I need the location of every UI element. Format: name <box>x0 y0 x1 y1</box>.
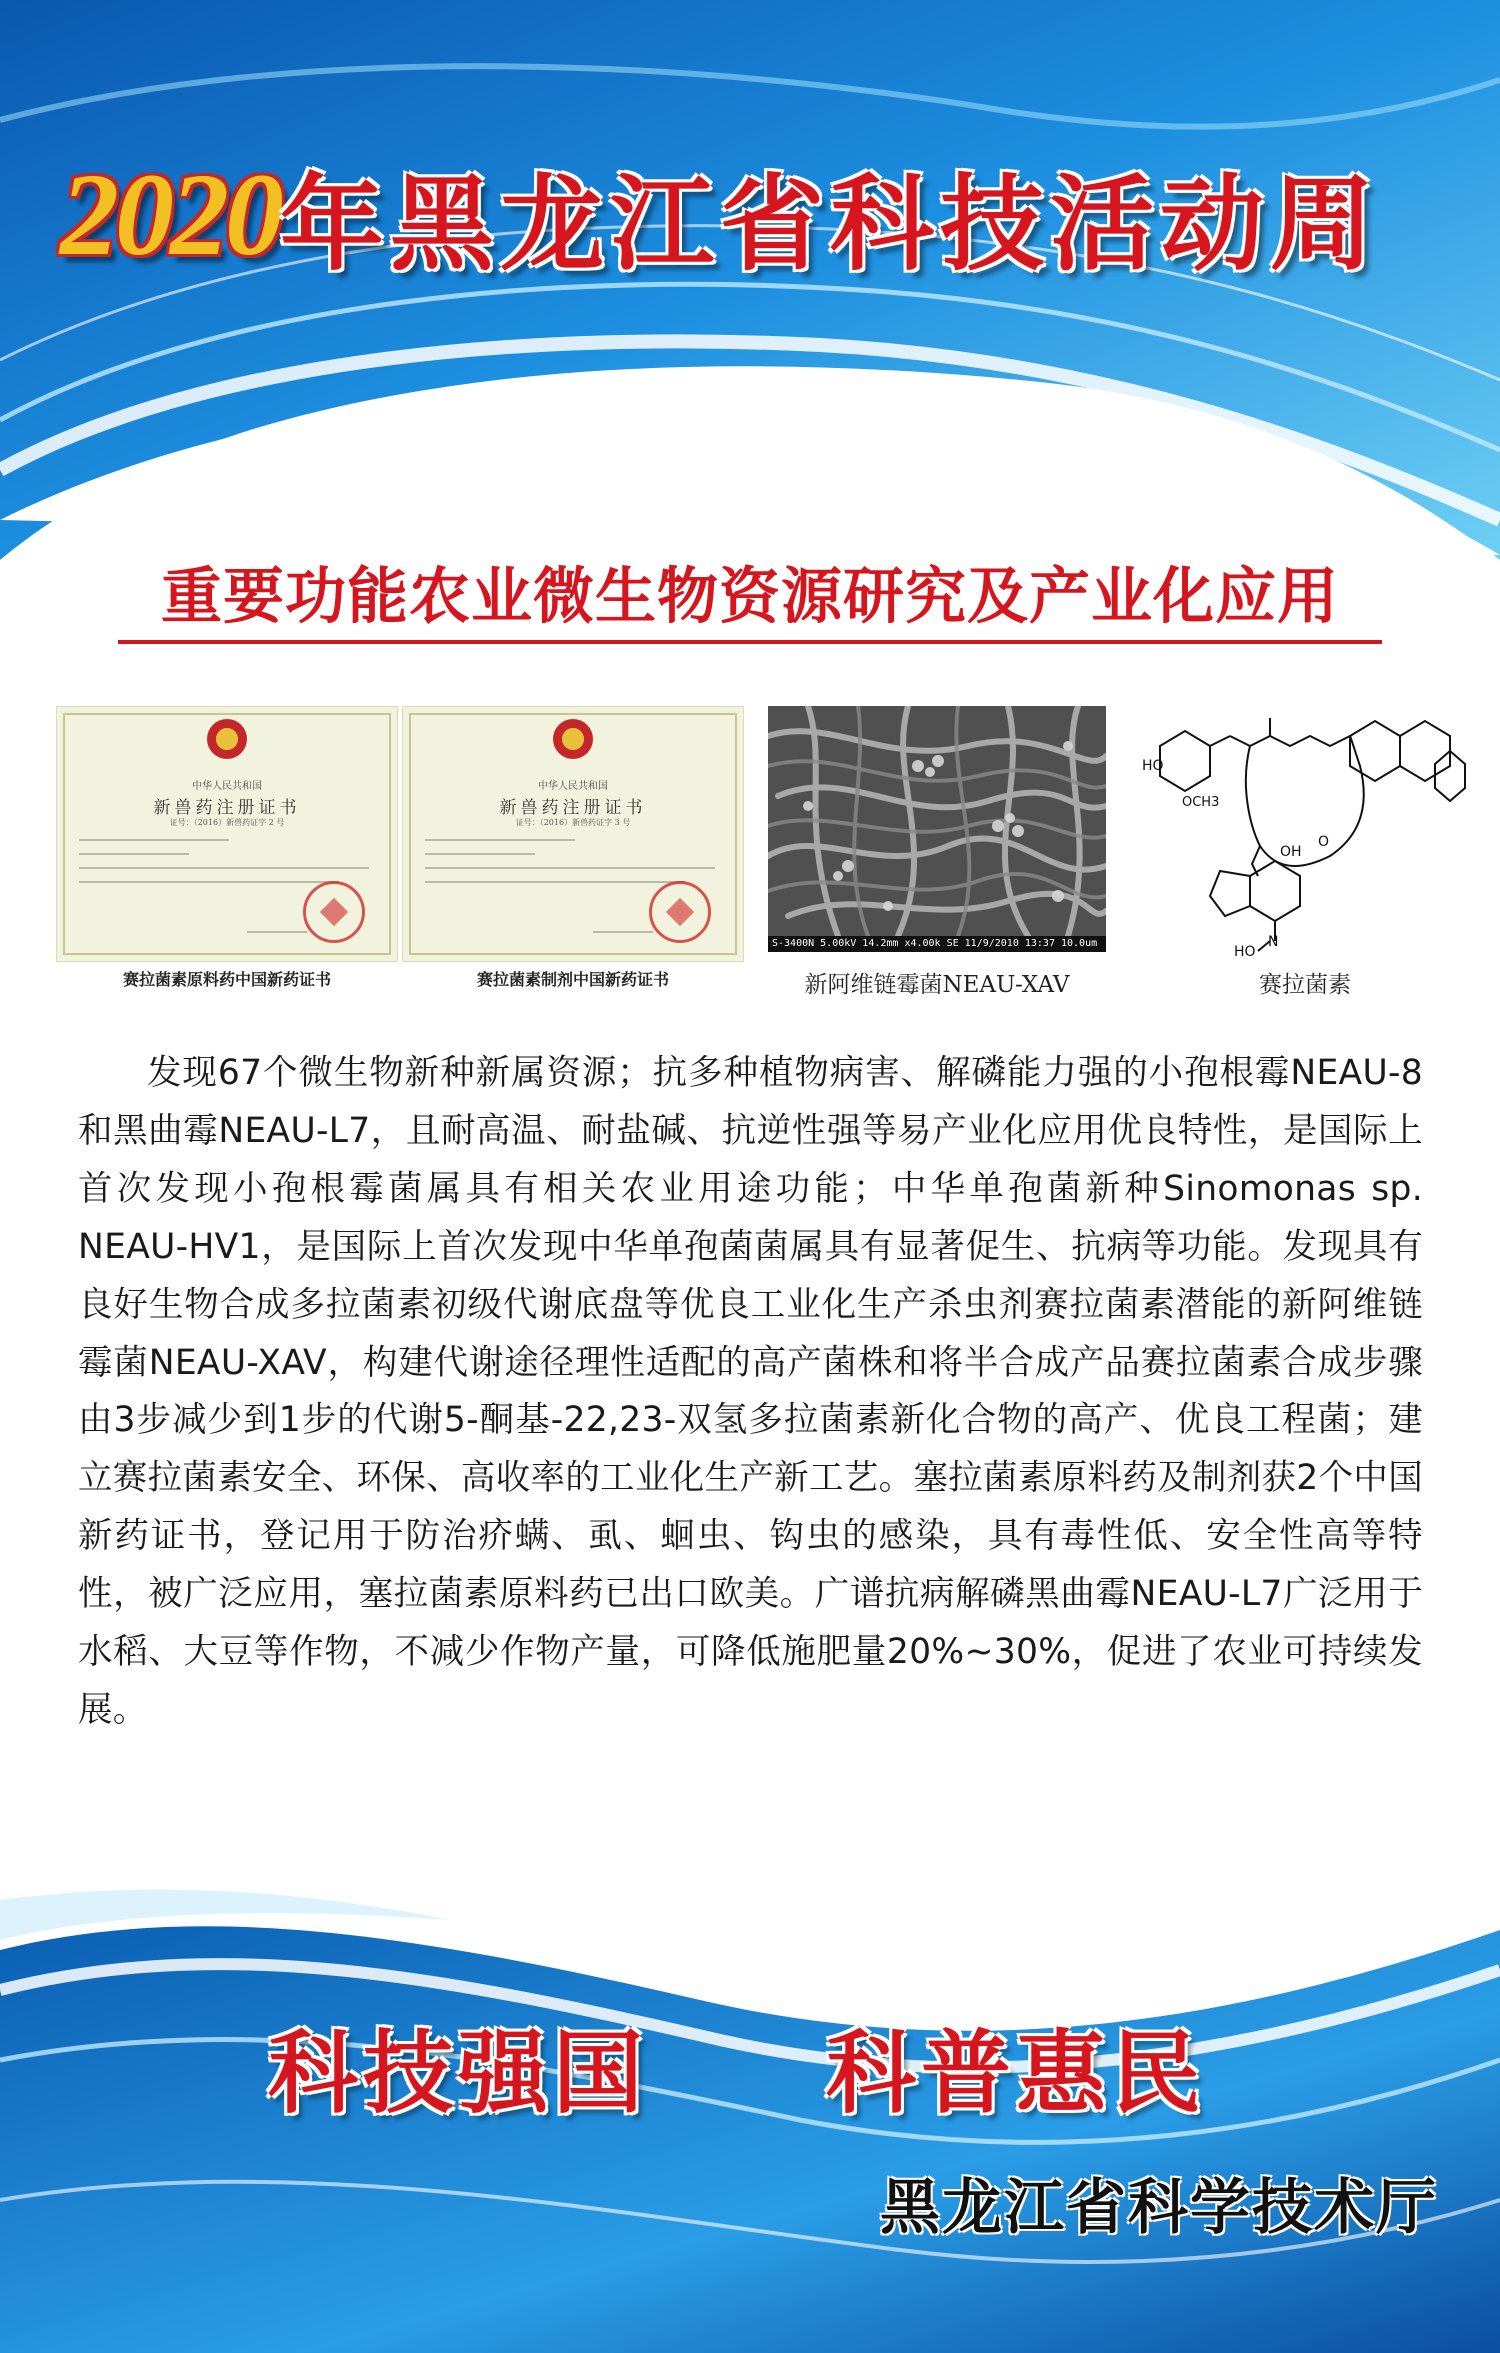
slogan-right: 科普惠民 <box>826 2020 1206 2126</box>
national-emblem-icon <box>207 719 247 759</box>
svg-text:OCH3: OCH3 <box>1182 795 1220 810</box>
svg-text:OH: OH <box>1280 844 1302 860</box>
section-subtitle: 重要功能农业微生物资源研究及产业化应用 <box>160 561 1339 632</box>
svg-text:O: O <box>1318 834 1330 850</box>
micrograph-texture <box>768 706 1106 936</box>
red-seal-icon <box>303 881 365 943</box>
national-emblem-icon <box>553 719 593 759</box>
organization-name: 黑龙江省科学技术厅 <box>880 2173 1438 2243</box>
title-year: 2020 <box>60 149 280 280</box>
subtitle-underline <box>118 640 1382 644</box>
certificate-image-1: 中华人民共和国 新兽药注册证书 证号：（2016）新兽药证字 2 号 <box>56 706 398 962</box>
sem-info-bar: S-3400N 5.00kV 14.2mm x4.00k SE 11/9/2010 13:37 10.0um <box>768 936 1106 952</box>
certificate-image-2: 中华人民共和国 新兽药注册证书 证号：（2016）新兽药证字 3 号 <box>402 706 744 962</box>
sem-micrograph <box>768 706 1106 952</box>
caption-molecule: 赛拉菌素 <box>1259 972 1351 998</box>
selamectin-structure-diagram <box>1140 706 1470 956</box>
svg-text:HO: HO <box>1234 944 1256 956</box>
caption-sem: 新阿维链霉菌NEAU-XAV <box>804 972 1070 998</box>
svg-text:HO: HO <box>1142 758 1164 774</box>
slogan-left: 科技强国 <box>268 2020 648 2126</box>
caption-cert-1: 赛拉菌素原料药中国新药证书 <box>122 970 331 989</box>
main-title <box>60 140 1460 300</box>
caption-cert-2: 赛拉菌素制剂中国新药证书 <box>476 970 669 989</box>
title-text: 年黑龙江省科技活动周 <box>280 162 1381 285</box>
svg-text:N: N <box>1268 934 1279 950</box>
red-seal-icon <box>649 881 711 943</box>
body-paragraph: 发现67个微生物新种新属资源；抗多种植物病害、解磷能力强的小孢根霉NEAU-8和黑曲霉NEAU-L7，且耐高温、耐盐碱、抗逆性强等易产业化应用优良特性，是国际上首次发现小孢根霉菌属具有相关农业用途功能；中华单孢菌新种Sinomonas sp. NEAU-HV1，是国际上首次发现中华单孢菌菌属具有显著促生、抗病等功能。发现具有良好生物合成多拉菌素初级代谢底盘等优良工业化生产杀虫剂赛拉菌素潜能的新阿维链霉菌NEAU-XAV，构建代谢途径理性适配的高产菌株和将半合成产品赛拉菌素合成步骤由3步减少到1步的代谢5-酮基-22,23-双氢多拉菌素新化合物的高产、优良工程菌；建立赛拉菌素安全、环保、高收率的工业化生产新工艺。塞拉菌素原料药及制剂获2个中国新药证书，登记用于防治疥螨、虱、蛔虫、钩虫的感染，具有毒性低、安全性高等特性，被广泛应用，塞拉菌素原料药已出口欧美。广谱抗病解磷黑曲霉NEAU-L7广泛用于水稻、大豆等作物，不减少作物产量，可降低施肥量20%~30%，促进了农业可持续发展。 <box>78 1053 1423 1730</box>
